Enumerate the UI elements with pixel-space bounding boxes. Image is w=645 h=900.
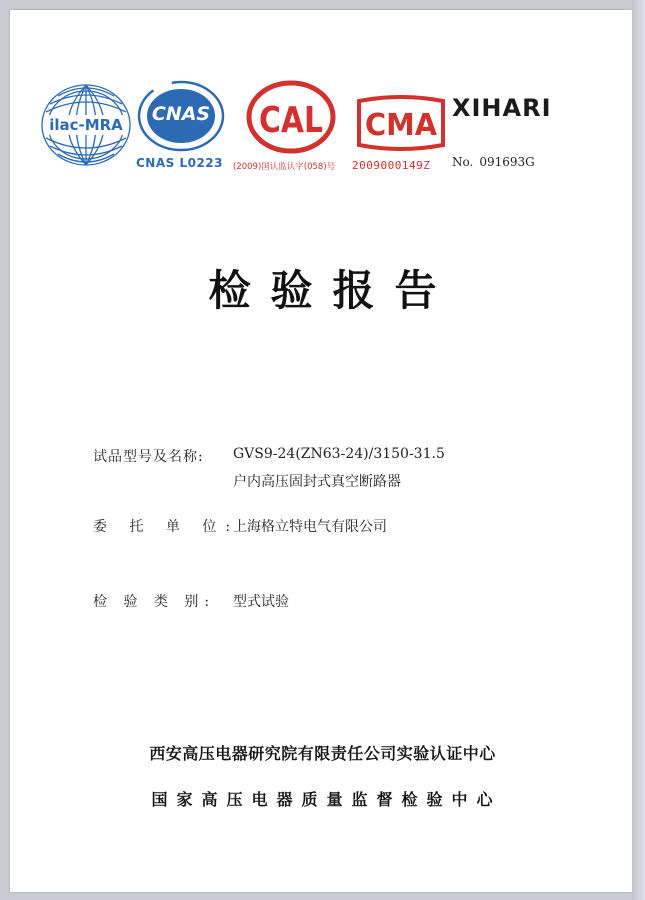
report-title: 检验报告 [208, 266, 457, 315]
page-edge [632, 0, 645, 900]
ilac-mra-logo [40, 82, 132, 168]
sample-name-value: 户内高压固封式真空断路器 [233, 474, 401, 490]
cma-logo [355, 95, 447, 151]
client-value: 上海格立特电气有限公司 [233, 519, 387, 535]
sample-label: 试品型号及名称: [93, 449, 204, 465]
issuer-line-2: 国家高压电器质量监督检验中心 [151, 790, 502, 809]
test-type-label: 检 验 类 别: [93, 594, 216, 610]
cnas-sub-text: 检测 [171, 135, 191, 145]
report-number-value: 091693G [479, 155, 535, 169]
client-label: 委 托 单 位: [93, 519, 240, 535]
test-type-value: 型式试验 [233, 594, 289, 610]
report-number [452, 155, 541, 169]
issuer-line-1: 西安高压电器研究院有限责任公司实验认证中心 [149, 744, 496, 763]
ilac-mra-text: ilac-MRA [49, 116, 123, 134]
cnas-caption: CNAS L0223 [136, 156, 224, 170]
cnas-text: CNAS [151, 103, 211, 125]
cal-caption: (2009)国认监认字(058)号 [233, 162, 336, 172]
cma-text: CMA [365, 108, 438, 143]
cal-logo [246, 80, 336, 154]
brand-name: XIHARI [452, 94, 552, 122]
cal-text: CAL [259, 100, 323, 141]
cma-caption: 2009000149Z [352, 159, 431, 172]
report-number-label: No. [452, 155, 474, 169]
cnas-logo [135, 80, 227, 156]
sample-model-value: GVS9-24(ZN63-24)/3150-31.5 [233, 446, 445, 462]
